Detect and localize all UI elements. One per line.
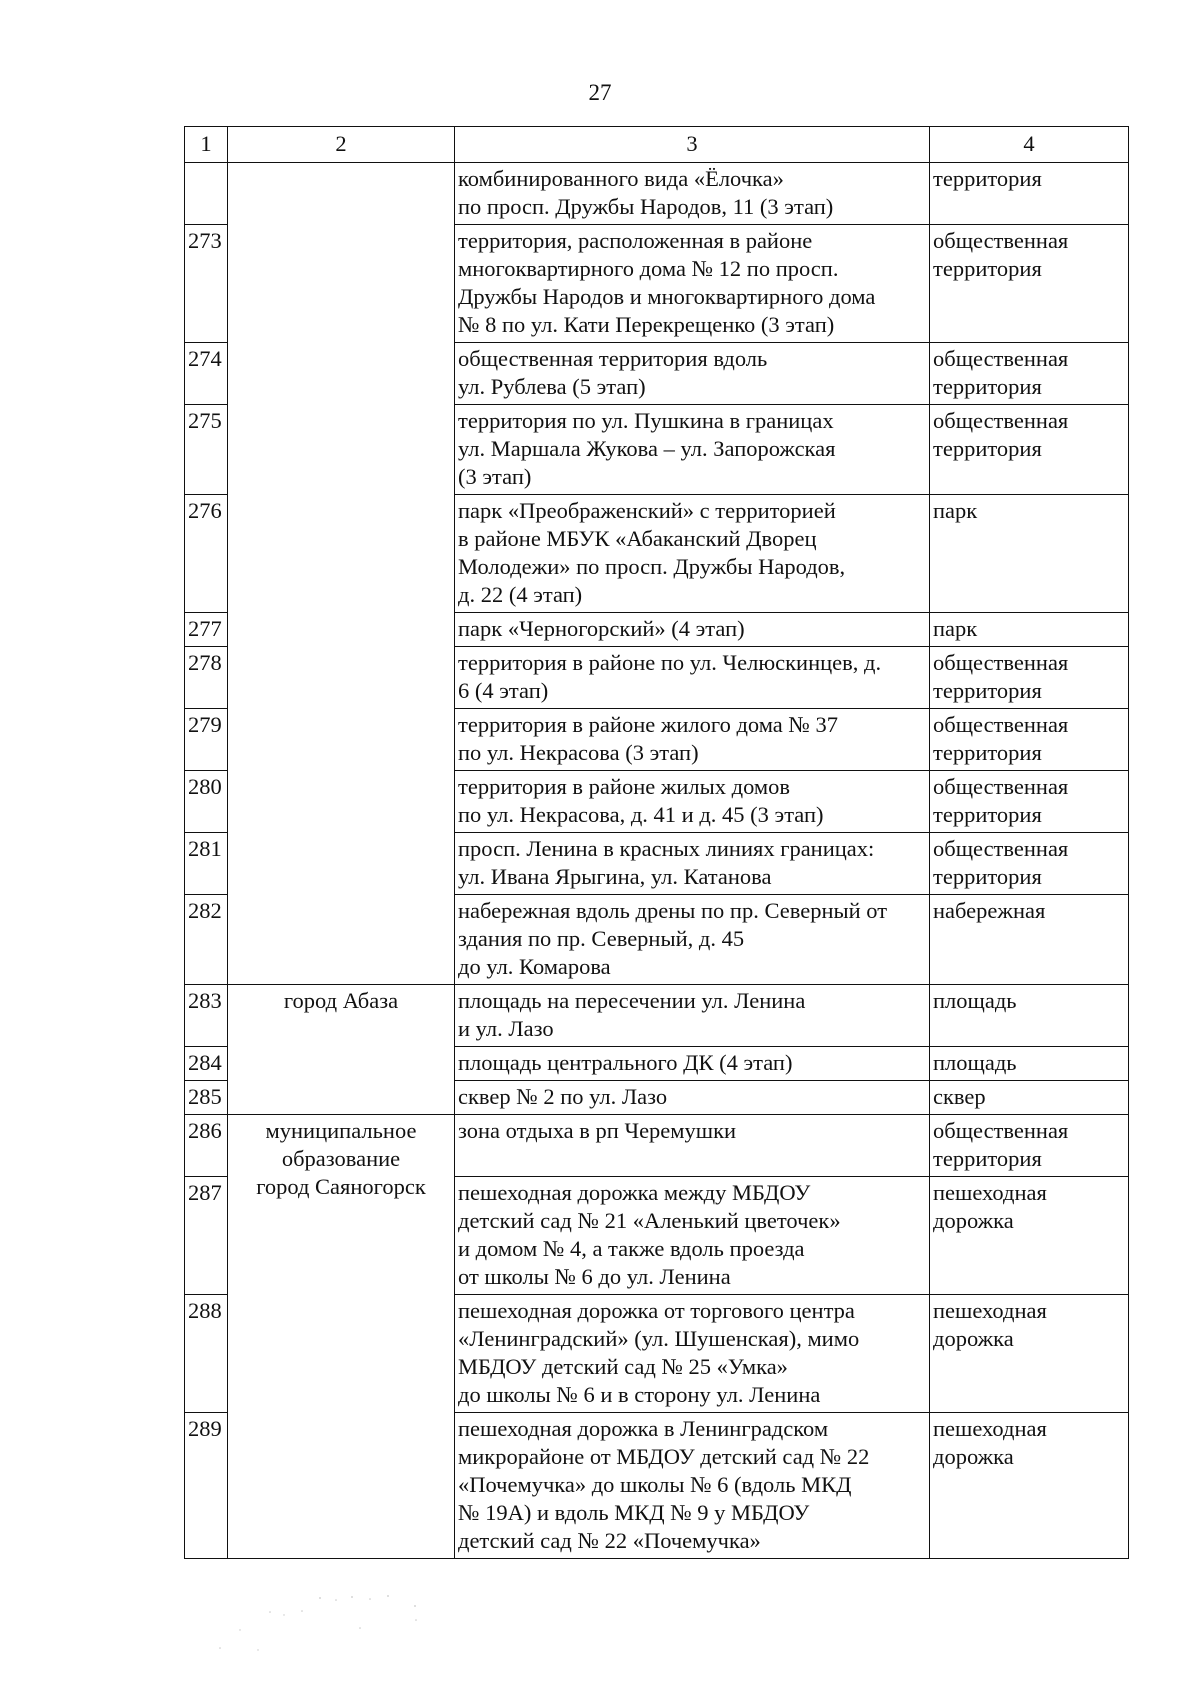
- territories-table: [184, 126, 1129, 1559]
- column-header-4: 4: [930, 127, 1129, 163]
- municipality-cell-abaza: [228, 985, 455, 1115]
- description-cell: парк «Преображенский» с территорией в районе МБУК «Абаканский Дворец Молодежи» по просп. Дружбы Народов, д. 22 (4 этап): [455, 495, 930, 613]
- description-cell: сквер № 2 по ул. Лазо: [455, 1081, 930, 1115]
- description-cell: пешеходная дорожка между МБДОУ детский сад № 21 «Аленький цветочек» и домом № 4, а также вдоль проезда от школы № 6 до ул. Ленина: [455, 1177, 930, 1295]
- page-number: 27: [588, 80, 612, 105]
- type-cell: пешеходная дорожка: [930, 1413, 1129, 1559]
- type-cell: парк: [930, 495, 1129, 613]
- description-cell: просп. Ленина в красных линиях границах: ул. Ивана Ярыгина, ул. Катанова: [455, 833, 930, 895]
- row-number-cell: 276: [185, 495, 228, 613]
- description-cell: территория по ул. Пушкина в границах ул. Маршала Жукова – ул. Запорожская (3 этап): [455, 405, 930, 495]
- type-cell: общественная территория: [930, 1115, 1129, 1177]
- description-cell: набережная вдоль дрены по пр. Северный от здания по пр. Северный, д. 45 до ул. Комарова: [455, 895, 930, 985]
- description-cell: территория в районе по ул. Челюскинцев, д. 6 (4 этап): [455, 647, 930, 709]
- description-cell: территория в районе жилых домов по ул. Некрасова, д. 41 и д. 45 (3 этап): [455, 771, 930, 833]
- municipality-name: город Абаза: [283, 988, 399, 1013]
- municipality-cell-abakan: [228, 163, 455, 985]
- row-number-cell: 283: [185, 985, 228, 1047]
- table-row: [185, 985, 1129, 1047]
- description-cell: пешеходная дорожка в Ленинградском микрорайоне от МБДОУ детский сад № 22 «Почемучка» до школы № 6 (вдоль МКД № 19А) и вдоль МКД № 9 у МБДОУ детский сад № 22 «Почемучка»: [455, 1413, 930, 1559]
- type-cell: общественная территория: [930, 709, 1129, 771]
- column-header-2: 2: [228, 127, 455, 163]
- row-number-cell: 279: [185, 709, 228, 771]
- type-cell: общественная территория: [930, 405, 1129, 495]
- column-header-1: 1: [185, 127, 228, 163]
- type-cell: пешеходная дорожка: [930, 1177, 1129, 1295]
- type-cell: общественная территория: [930, 343, 1129, 405]
- row-number-cell: 280: [185, 771, 228, 833]
- description-cell: пешеходная дорожка от торгового центра «Ленинградский» (ул. Шушенская), мимо МБДОУ детский сад № 25 «Умка» до школы № 6 и в сторону ул. Ленина: [455, 1295, 930, 1413]
- type-cell: общественная территория: [930, 225, 1129, 343]
- scan-noise-specks: [210, 1590, 430, 1660]
- row-number-cell: 288: [185, 1295, 228, 1413]
- row-number-cell: 278: [185, 647, 228, 709]
- description-cell: комбинированного вида «Ёлочка» по просп. Дружбы Народов, 11 (3 этап): [455, 163, 930, 225]
- description-cell: общественная территория вдоль ул. Рублева (5 этап): [455, 343, 930, 405]
- description-cell: территория в районе жилого дома № 37 по ул. Некрасова (3 этап): [455, 709, 930, 771]
- row-number-cell: 287: [185, 1177, 228, 1295]
- type-cell: площадь: [930, 1047, 1129, 1081]
- table-row: [185, 1115, 1129, 1177]
- municipality-name-line-2: образование: [281, 1146, 401, 1171]
- row-number-cell: 275: [185, 405, 228, 495]
- description-cell: площадь центрального ДК (4 этап): [455, 1047, 930, 1081]
- row-number-cell: 277: [185, 613, 228, 647]
- municipality-name-line-1: муниципальное: [265, 1118, 417, 1143]
- municipality-name-line-3: город Саяногорск: [256, 1174, 426, 1199]
- type-cell: территория: [930, 163, 1129, 225]
- type-cell: общественная территория: [930, 833, 1129, 895]
- row-number-cell: 281: [185, 833, 228, 895]
- table-row-continuation: [185, 163, 1129, 225]
- description-cell: площадь на пересечении ул. Ленина и ул. Лазо: [455, 985, 930, 1047]
- row-number-cell: 284: [185, 1047, 228, 1081]
- type-cell: общественная территория: [930, 647, 1129, 709]
- type-cell: набережная: [930, 895, 1129, 985]
- description-cell: территория, расположенная в районе многоквартирного дома № 12 по просп. Дружбы Народов и многоквартирного дома № 8 по ул. Кати Перекрещенко (3 этап): [455, 225, 930, 343]
- row-number-cell: 286: [185, 1115, 228, 1177]
- type-cell: площадь: [930, 985, 1129, 1047]
- row-number-cell: 285: [185, 1081, 228, 1115]
- type-cell: парк: [930, 613, 1129, 647]
- description-cell: зона отдыха в рп Черемушки: [455, 1115, 930, 1177]
- column-header-3: 3: [455, 127, 930, 163]
- row-number-cell: 289: [185, 1413, 228, 1559]
- row-number-cell: [185, 163, 228, 225]
- row-number-cell: 274: [185, 343, 228, 405]
- municipality-cell-sayanogorsk: [228, 1115, 455, 1559]
- row-number-cell: 282: [185, 895, 228, 985]
- type-cell: общественная территория: [930, 771, 1129, 833]
- row-number-cell: 273: [185, 225, 228, 343]
- type-cell: пешеходная дорожка: [930, 1295, 1129, 1413]
- type-cell: сквер: [930, 1081, 1129, 1115]
- header-row: [185, 127, 1129, 163]
- description-cell: парк «Черногорский» (4 этап): [455, 613, 930, 647]
